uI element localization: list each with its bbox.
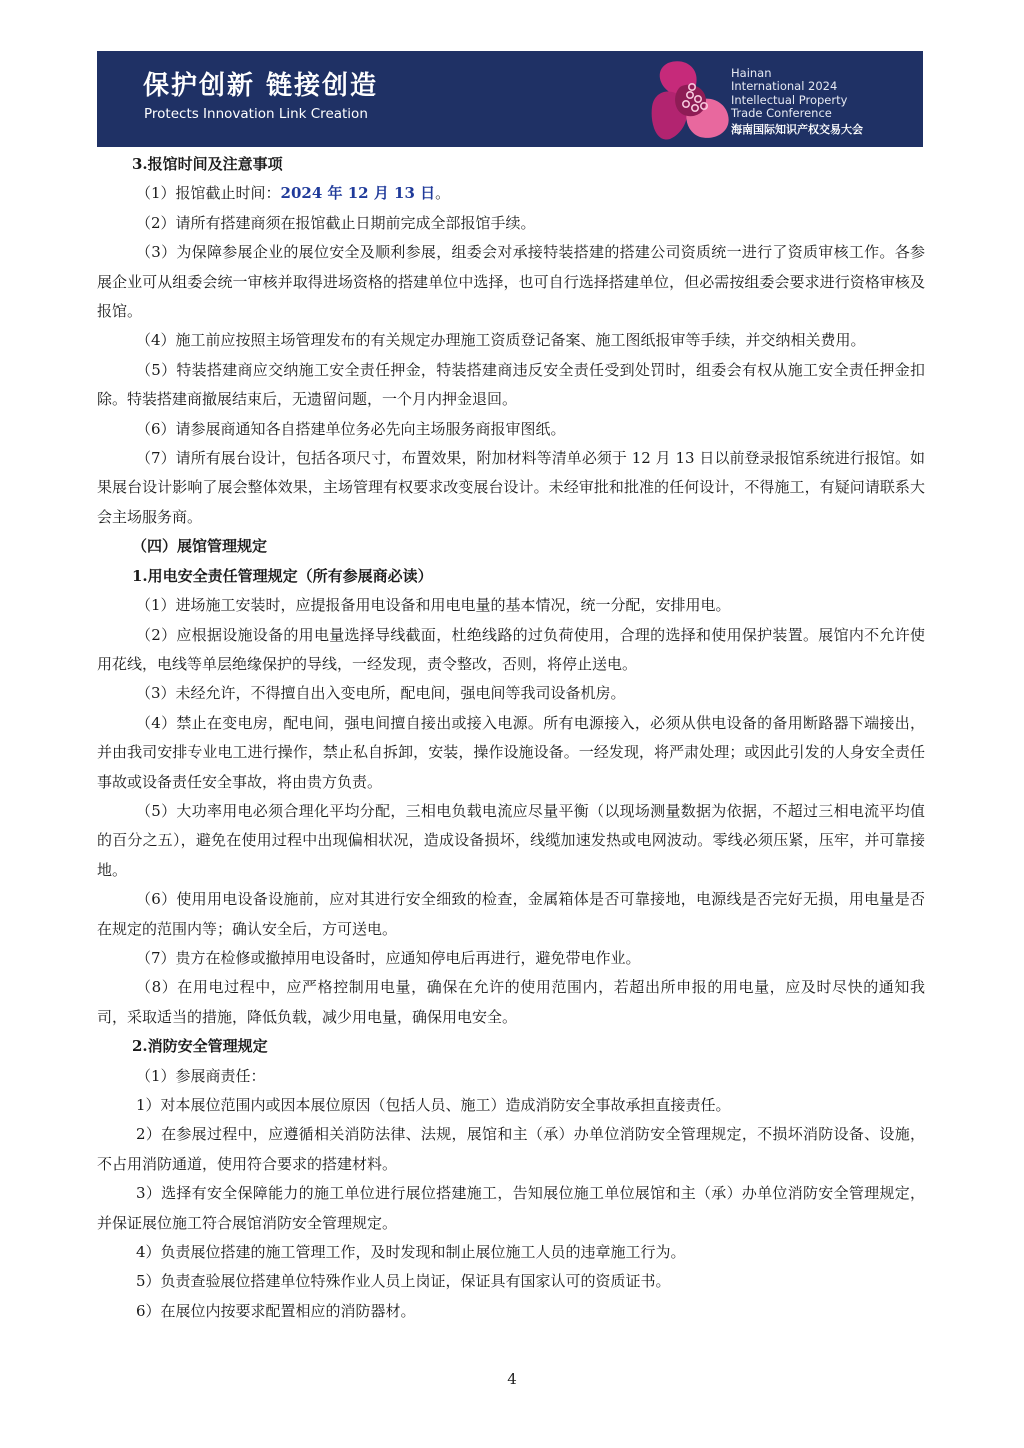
slogan-en: Protects Innovation Link Creation bbox=[144, 106, 368, 122]
document-body bbox=[97, 150, 925, 1326]
paragraph: （8）在用电过程中，应严格控制用电量，确保在允许的使用范围内，若超出所申报的用电量，应及时尽快的通知我司，采取适当的措施，降低负载，减少用电量，确保用电安全。 bbox=[97, 978, 925, 1026]
paragraph: （4）禁止在变电房，配电间，强电间擅自接出或接入电源。所有电源接入，必须从供电设备的备用断路器下端接出，并由我司安排专业电工进行操作，禁止私自拆卸，安装，操作设施设备。一经发现，将严肃处理；或因此引发的人身安全责任事故或设备责任安全事故，将由贵方负责。 bbox=[97, 713, 925, 791]
subsection-2-title: 2.消防安全管理规定 bbox=[132, 1037, 268, 1056]
subsection-1-title: 1.用电安全责任管理规定（所有参展商必读） bbox=[132, 566, 433, 585]
section-3-title: 3.报馆时间及注意事项 bbox=[132, 155, 283, 173]
paragraph: 2）在参展过程中，应遵循相关消防法律、法规，展馆和主（承）办单位消防安全管理规定，不损坏消防设备、设施，不占用消防通道，使用符合要求的搭建材料。 bbox=[97, 1125, 925, 1173]
paragraph: （1）参展商责任： bbox=[136, 1066, 266, 1085]
paragraph: （7）请所有展台设计，包括各项尺寸，布置效果，附加材料等清单必须于 12 月 13 日以前登录报馆系统进行报馆。如果展台设计影响了展会整体效果，主场管理有权要求改变展台设计。未经审批和批准的任何设计，不得施工，有疑问请联系大会主场服务商。 bbox=[97, 449, 925, 526]
page-number: 4 bbox=[507, 1370, 517, 1388]
paragraph: （6）请参展商通知各自搭建单位务必先向主场服务商报审图纸。 bbox=[136, 419, 566, 438]
paragraph: 1）对本展位范围内或因本展位原因（包括人员、施工）造成消防安全事故承担直接责任。 bbox=[136, 1096, 731, 1114]
paragraph: （2）请所有搭建商须在报馆截止日期前完成全部报馆手续。 bbox=[136, 213, 536, 232]
paragraph: 4）负责展位搭建的施工管理工作，及时发现和制止展位施工人员的违章施工行为。 bbox=[136, 1243, 686, 1262]
slogan-cn: 保护创新 链接创造 bbox=[143, 71, 379, 101]
header-banner bbox=[97, 51, 923, 147]
paragraph: （7）贵方在检修或撤掉用电设备时，应通知停电后再进行，避免带电作业。 bbox=[136, 948, 641, 967]
paragraph: 6）在展位内按要求配置相应的消防器材。 bbox=[136, 1301, 416, 1320]
paragraph: （5）大功率用电必须合理化平均分配，三相电负载电流应尽量平衡（以现场测量数据为依据，不超过三相电流平均值的百分之五），避免在使用过程中出现偏相状况，造成设备损坏，线缆加速发热或电网波动。零线必须压紧，压牢，并可靠接地。 bbox=[97, 801, 925, 879]
section-4-title: （四）展馆管理规定 bbox=[132, 537, 268, 556]
paragraph: （1）报馆截止时间：2024 年 12 月 13 日。 bbox=[136, 184, 451, 203]
conference-logo-icon bbox=[650, 57, 732, 143]
paragraph: （2）应根据设施设备的用电量选择导线截面，杜绝线路的过负荷使用，合理的选择和使用保护装置。展馆内不允许使用花线，电线等单层绝缘保护的导线，一经发现，责令整改，否则，将停止送电。 bbox=[97, 625, 925, 673]
deadline-date: 2024 年 12 月 13 日 bbox=[280, 184, 436, 203]
paragraph: 5）负责查验展位搭建单位特殊作业人员上岗证，保证具有国家认可的资质证书。 bbox=[136, 1272, 671, 1291]
paragraph: （1）进场施工安装时，应提报备用电设备和用电电量的基本情况，统一分配，安排用电。 bbox=[136, 596, 731, 615]
paragraph: 3）选择有安全保障能力的施工单位进行展位搭建施工，告知展位施工单位展馆和主（承）办单位消防安全管理规定，并保证展位施工符合展馆消防安全管理规定。 bbox=[97, 1184, 925, 1232]
conference-name-cn: 海南国际知识产权交易大会 bbox=[731, 123, 863, 136]
paragraph: （6）使用用电设备设施前，应对其进行安全细致的检查，金属箱体是否可靠接地，电源线是否完好无损，用电量是否在规定的范围内等；确认安全后，方可送电。 bbox=[97, 890, 925, 938]
paragraph: （3）为保障参展企业的展位安全及顺利参展，组委会对承接特装搭建的搭建公司资质统一进行了资质审核工作。各参展企业可从组委会统一审核并取得进场资格的搭建单位中选择，也可自行选择搭建单位，但必需按组委会要求进行资格审核及报馆。 bbox=[97, 243, 925, 321]
paragraph: （5）特装搭建商应交纳施工安全责任押金，特装搭建商违反安全责任受到处罚时，组委会有权从施工安全责任押金扣除。特装搭建商撤展结束后，无遗留问题，一个月内押金退回。 bbox=[97, 360, 925, 409]
paragraph: （4）施工前应按照主场管理发布的有关规定办理施工资质登记备案、施工图纸报审等手续，并交纳相关费用。 bbox=[136, 331, 866, 350]
paragraph: （3）未经允许，不得擅自出入变电所，配电间，强电间等我司设备机房。 bbox=[136, 684, 626, 703]
conference-name-en: Hainan International 2024 Intellectual Property Trade Conference bbox=[731, 66, 848, 121]
